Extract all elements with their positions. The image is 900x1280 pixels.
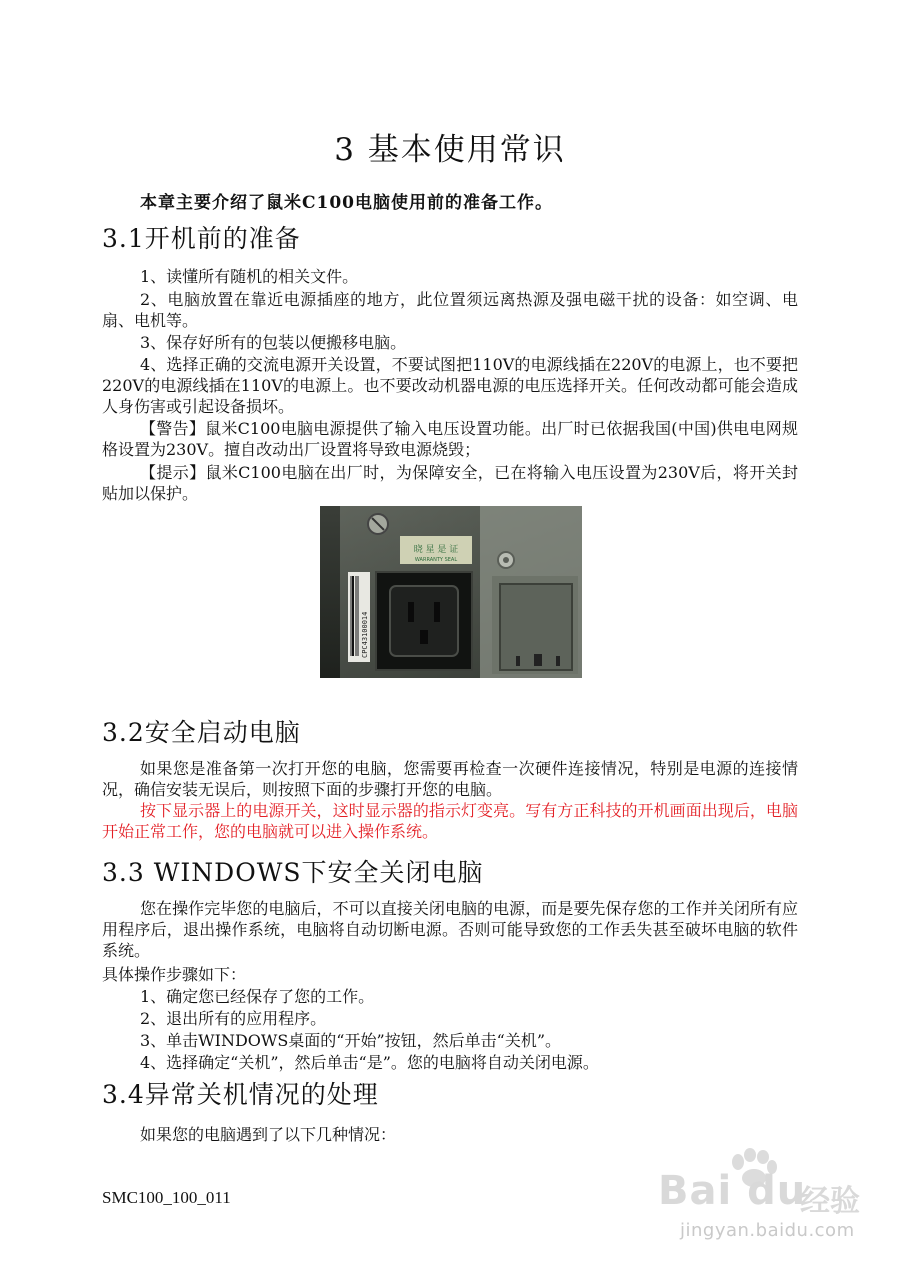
baidu-watermark: [650, 1148, 870, 1248]
section-heading-3-1: 3.1开机前的准备: [102, 224, 301, 253]
footer-code: SMC100_100_011: [102, 1188, 231, 1207]
tip-paragraph: 【提示】鼠米C100电脑在出厂时，为保障安全，已在将输入电压设置为230V后，将开关封贴加以保护。: [102, 463, 798, 503]
list-item: 4、选择确定“关机”，然后单击“是”。您的电脑将自动关闭电源。: [140, 1053, 599, 1072]
power-supply-photo: [320, 506, 582, 678]
sticker-text: 晓 星 是 证: [413, 545, 459, 555]
watermark-logo: Bai du: [658, 1168, 807, 1214]
paragraph: 如果您是准备第一次打开您的电脑，您需要再检查一次硬件连接情况，特别是电源的连接情况，确信安装无误后，则按照下面的步骤打开您的电脑。: [102, 759, 798, 799]
list-item: 3、单击WINDOWS桌面的“开始”按钮，然后单击“关机”。: [140, 1031, 562, 1050]
section-heading-3-3: 3.3 WINDOWS下安全关闭电脑: [102, 858, 484, 887]
chapter-title: 3 基本使用常识: [334, 132, 566, 168]
power-supply-illustration: [320, 506, 582, 678]
list-item: 1、读懂所有随机的相关文件。: [140, 267, 359, 286]
list-item: 2、退出所有的应用程序。: [140, 1009, 327, 1028]
list-item: 2、电脑放置在靠近电源插座的地方，此位置须远离热源及强电磁干扰的设备：如空调、电扇、电机等。: [102, 290, 798, 330]
list-item: 1、确定您已经保存了您的工作。: [140, 987, 375, 1006]
barcode-text: CPC43100014: [361, 611, 369, 658]
section-heading-3-4: 3.4异常关机情况的处理: [102, 1080, 379, 1109]
section-heading-3-2: 3.2安全启动电脑: [102, 718, 301, 747]
paragraph: 您在操作完毕您的电脑后，不可以直接关闭电脑的电源，而是要先保存您的工作并关闭所有应用程序后，退出操作系统，电脑将自动切断电源。否则可能导致您的工作丢失甚至破坏电脑的软件系统。: [102, 899, 798, 960]
list-item: 4、选择正确的交流电源开关设置，不要试图把110V的电源线插在220V的电源上，也不要把220V的电源线插在110V的电源上。也不要改动机器电源的电压选择开关。任何改动都可能会造成人身伤害或引起设备损坏。: [102, 355, 798, 416]
chapter-intro: 本章主要介绍了鼠米C100电脑使用前的准备工作。: [140, 193, 554, 213]
highlight-paragraph: 按下显示器上的电源开关，这时显示器的指示灯变亮。写有方正科技的开机画面出现后，电脑开始正常工作，您的电脑就可以进入操作系统。: [102, 801, 798, 841]
warning-paragraph: 【警告】鼠米C100电脑电源提供了输入电压设置功能。出厂时已依据我国(中国)供电电网规格设置为230V。擅自改动出厂设置将导致电源烧毁；: [102, 419, 798, 459]
sticker-subtext: WARRANTY SEAL: [414, 557, 458, 563]
paragraph: 如果您的电脑遇到了以下几种情况：: [140, 1125, 397, 1144]
paragraph: 具体操作步骤如下：: [102, 965, 247, 984]
watermark-cn: 经验: [800, 1184, 860, 1219]
list-item: 3、保存好所有的包装以便搬移电脑。: [140, 333, 407, 352]
watermark-url: jingyan.baidu.com: [680, 1220, 855, 1241]
